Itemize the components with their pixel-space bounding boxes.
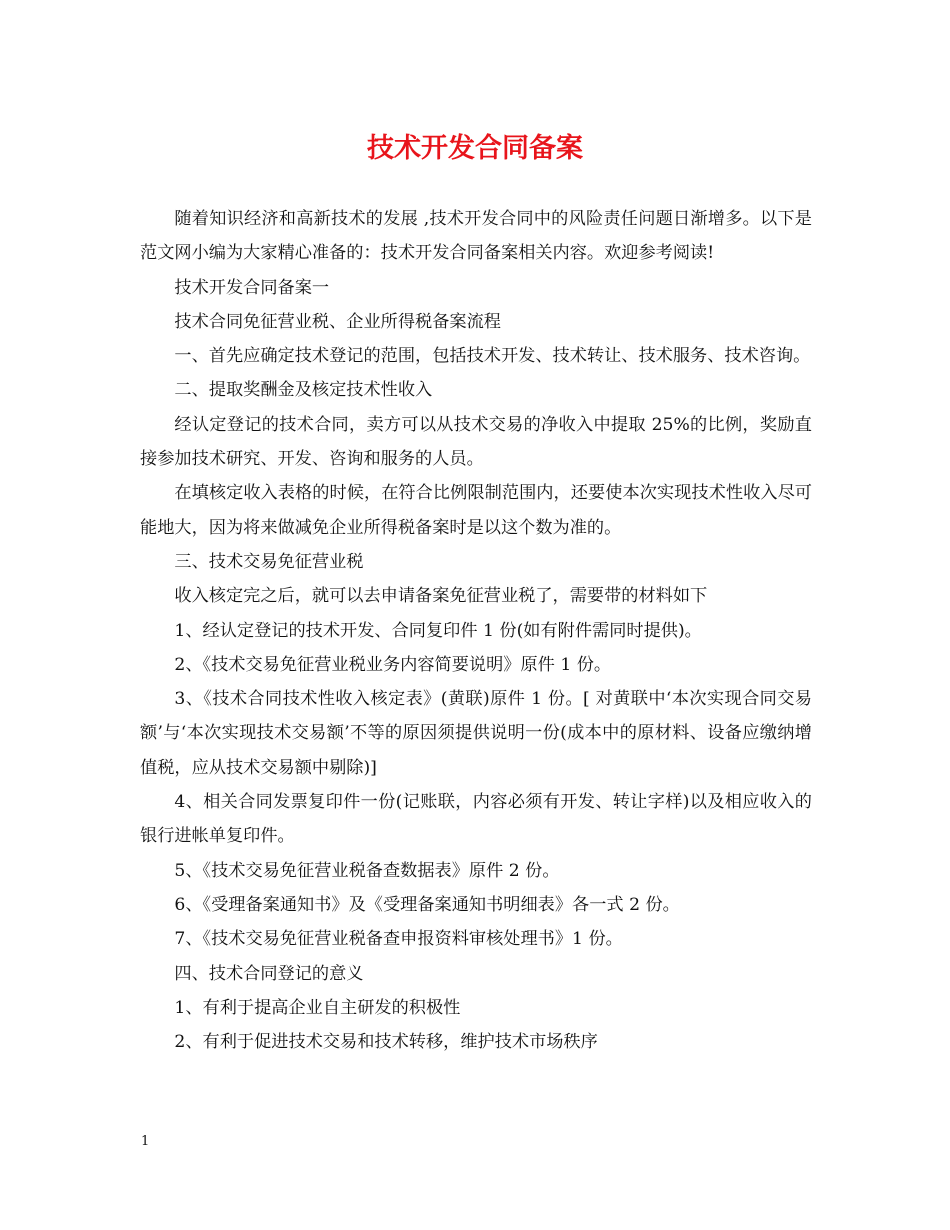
page-number: 1	[141, 1134, 150, 1149]
subsection-heading: 技术合同免征营业税、企业所得税备案流程	[174, 311, 501, 332]
section-heading: 技术开发合同备案一	[174, 277, 330, 298]
list-item: 二、提取奖酬金及核定技术性收入	[174, 380, 433, 401]
list-item: 2、《技术交易免征营业税业务内容简要说明》原件 1 份。	[174, 654, 612, 675]
paragraph: 经认定登记的技术合同，卖方可以从技术交易的净收入中提取 25%的比例，奖励直接参加技术研究、开发、咨询和服务的人员。	[140, 414, 812, 470]
list-item: 5、《技术交易免征营业税备查数据表》原件 2 份。	[174, 860, 560, 881]
list-item: 3、《技术合同技术性收入核定表》(黄联)原件 1 份。[ 对黄联中‘本次实现合同交易额’与‘本次实现技术交易额’不等的原因须提供说明一份(成本中的原材料、设备应缴纳增值税，应从技术交易额中剔除)]	[140, 689, 812, 778]
list-item: 三、技术交易免征营业税	[174, 551, 364, 572]
page-title: 技术开发合同备案	[367, 133, 583, 164]
list-item: 7、《技术交易免征营业税备查申报资料审核处理书》1 份。	[174, 929, 623, 950]
paragraph: 收入核定完之后，就可以去申请备案免征营业税了，需要带的材料如下	[174, 586, 708, 607]
paragraph: 在填核定收入表格的时候，在符合比例限制范围内，还要使本次实现技术性收入尽可能地大，因为将来做减免企业所得税备案时是以这个数为准的。	[140, 483, 812, 538]
list-item: 四、技术合同登记的意义	[174, 963, 364, 984]
list-item: 6、《受理备案通知书》及《受理备案通知书明细表》各一式 2 份。	[174, 894, 680, 915]
paragraph-intro: 随着知识经济和高新技术的发展 ,技术开发合同中的风险责任问题日渐增多。以下是范文网小编为大家精心准备的：技术开发合同备案相关内容。欢迎参考阅读!	[140, 209, 812, 264]
list-item: 1、经认定登记的技术开发、合同复印件 1 份(如有附件需同时提供)。	[174, 620, 702, 641]
list-item: 2、有利于促进技术交易和技术转移，维护技术市场秩序	[174, 1032, 598, 1053]
document-body	[140, 202, 812, 1059]
list-item: 4、相关合同发票复印件一份(记账联，内容必须有开发、转让字样)以及相应收入的银行进帐单复印件。	[140, 792, 812, 847]
list-item: 一、首先应确定技术登记的范围，包括技术开发、技术转让、技术服务、技术咨询。	[174, 346, 811, 367]
list-item: 1、有利于提高企业自主研发的积极性	[174, 997, 461, 1018]
